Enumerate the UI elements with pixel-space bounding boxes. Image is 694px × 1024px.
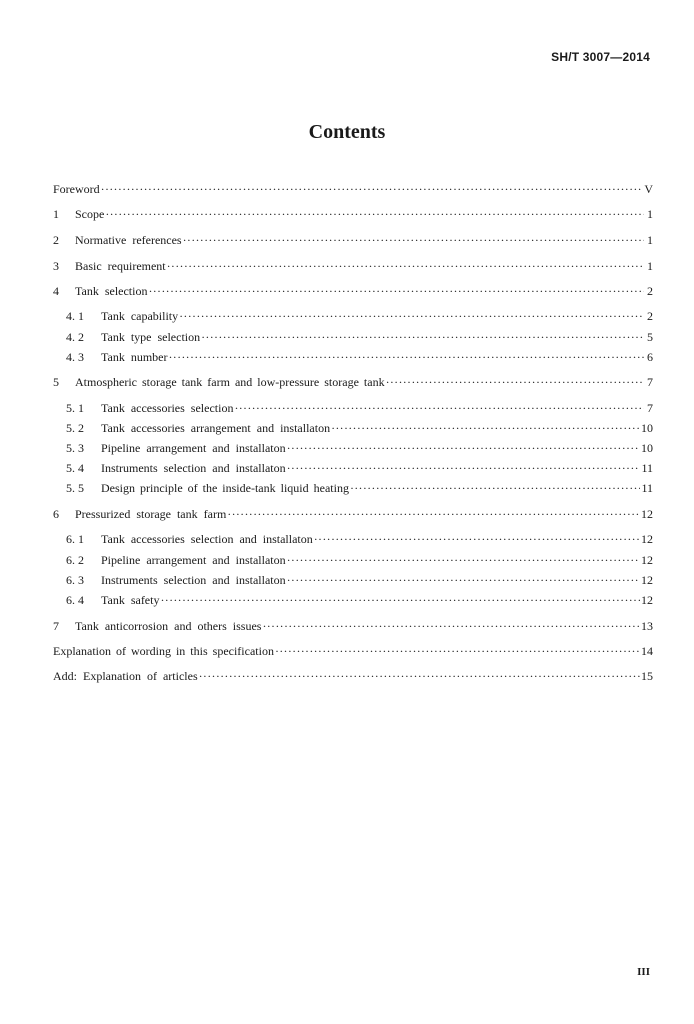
toc-entry-page: 12 (641, 553, 653, 567)
toc-leader (287, 440, 640, 456)
toc-leader (167, 258, 644, 274)
toc-entry-page: 5 (647, 330, 653, 344)
toc-entry-6-1[interactable] (66, 531, 653, 547)
toc-leader (183, 232, 644, 248)
toc-entry-number: 6. 4 (66, 593, 84, 607)
toc-entry-5[interactable] (53, 374, 653, 390)
toc-entry-number: 1 (53, 207, 59, 221)
toc-entry-label: Pipeline arrangement and installaton (101, 441, 286, 455)
toc-entry-number: 5 (53, 375, 59, 389)
toc-entry-label: Tank number (101, 350, 168, 364)
toc-entry-page: 10 (641, 421, 653, 435)
toc-leader (350, 480, 640, 496)
toc-entry-1[interactable] (53, 206, 653, 222)
toc-leader (234, 400, 644, 416)
toc-entry-page: 2 (647, 309, 653, 323)
toc-leader (168, 349, 644, 365)
toc-leader (101, 181, 644, 197)
toc-entry-number: 4 (53, 284, 59, 298)
toc-entry-page: 1 (647, 207, 653, 221)
toc-entry-label: Design principle of the inside-tank liquid heating (101, 481, 349, 495)
toc-entry-number: 6. 2 (66, 553, 84, 567)
toc-entry-number: 6 (53, 507, 59, 521)
toc-entry-number: 5. 5 (66, 481, 84, 495)
toc-entry-2[interactable] (53, 232, 653, 248)
toc-entry-4-3[interactable] (66, 349, 653, 365)
toc-leader (201, 329, 644, 345)
toc-leader (179, 308, 644, 324)
toc-entry-7[interactable] (53, 618, 653, 634)
toc-entry-label: Tank anticorrosion and others issues (75, 619, 262, 633)
toc-leader (331, 420, 640, 436)
toc-entry-label: Basic requirement (75, 259, 166, 273)
toc-leader (386, 374, 644, 390)
toc-entry-6-4[interactable] (66, 592, 653, 608)
toc-entry-label: Explanation of wording in this specification (53, 644, 274, 658)
toc-entry-number: 4. 2 (66, 330, 84, 344)
toc-entry-page: 11 (641, 461, 653, 475)
toc-entry-label: Foreword (53, 182, 100, 196)
toc-entry-5-3[interactable] (66, 440, 653, 456)
toc-entry-number: 7 (53, 619, 59, 633)
toc-leader (160, 592, 640, 608)
toc-entry-page: 1 (647, 259, 653, 273)
toc-entry-page: 12 (641, 532, 653, 546)
toc-entry-5-4[interactable] (66, 460, 653, 476)
toc-entry-page: 7 (647, 375, 653, 389)
toc-leader (227, 506, 640, 522)
toc-entry-label: Tank capability (101, 309, 179, 323)
toc-leader (287, 572, 640, 588)
toc-entry-4-1[interactable] (66, 308, 653, 324)
toc-entry-label: Tank accessories arrangement and installaton (101, 421, 331, 435)
toc-entry-label: Normative references (75, 233, 182, 247)
toc-entry-6[interactable] (53, 506, 653, 522)
page-number: III (637, 966, 650, 978)
toc-leader (148, 283, 644, 299)
page-title: Contents (308, 121, 386, 143)
toc-entry-6-2[interactable] (66, 552, 653, 568)
toc-entry-label: Tank selection (75, 284, 148, 298)
toc-entry-explanation-wording[interactable] (53, 643, 653, 659)
toc-entry-5-2[interactable] (66, 420, 653, 436)
toc-leader (287, 552, 640, 568)
toc-entry-6-3[interactable] (66, 572, 653, 588)
doc-code: SH/T 3007—2014 (551, 50, 650, 64)
toc-entry-label: Pressurized storage tank farm (75, 507, 227, 521)
toc-entry-number: 6. 3 (66, 573, 84, 587)
toc-entry-label: Tank accessories selection and installaton (101, 532, 313, 546)
toc-entry-page: 7 (647, 401, 653, 415)
toc-entry-number: 5. 3 (66, 441, 84, 455)
toc-entry-5-5[interactable] (66, 480, 653, 496)
toc-entry-page: 12 (641, 593, 653, 607)
toc-entry-number: 2 (53, 233, 59, 247)
toc-entry-label: Scope (75, 207, 105, 221)
toc-entry-label: Tank type selection (101, 330, 201, 344)
toc-entry-page: 12 (641, 507, 653, 521)
toc-entry-3[interactable] (53, 258, 653, 274)
toc-leader (199, 668, 640, 684)
toc-entry-number: 3 (53, 259, 59, 273)
toc-entry-page: 6 (647, 350, 653, 364)
toc-entry-4-2[interactable] (66, 329, 653, 345)
toc-entry-number: 5. 2 (66, 421, 84, 435)
toc-entry-label: Atmospheric storage tank farm and low-pressure storage tank (75, 375, 385, 389)
table-of-contents (53, 0, 653, 1024)
toc-entry-number: 5. 1 (66, 401, 84, 415)
toc-entry-number: 4. 3 (66, 350, 84, 364)
toc-entry-number: 6. 1 (66, 532, 84, 546)
toc-entry-page: 13 (641, 619, 653, 633)
toc-entry-label: Tank safety (101, 593, 160, 607)
toc-entry-number: 5. 4 (66, 461, 84, 475)
toc-leader (275, 643, 640, 659)
toc-entry-page: 1 (647, 233, 653, 247)
toc-entry-label: Add: Explanation of articles (53, 669, 198, 683)
toc-leader (262, 618, 640, 634)
toc-entry-page: 12 (641, 573, 653, 587)
toc-entry-5-1[interactable] (66, 400, 653, 416)
toc-entry-page: 2 (647, 284, 653, 298)
toc-entry-label: Pipeline arrangement and installaton (101, 553, 286, 567)
toc-entry-page: 15 (641, 669, 653, 683)
toc-entry-page: 11 (641, 481, 653, 495)
toc-entry-4[interactable] (53, 283, 653, 299)
toc-entry-page: 14 (641, 644, 653, 658)
toc-entry-page: 10 (641, 441, 653, 455)
toc-entry-label: Tank accessories selection (101, 401, 234, 415)
toc-entry-page: V (644, 182, 653, 196)
toc-entry-label: Instruments selection and installaton (101, 573, 286, 587)
toc-entry-explanation-articles[interactable] (53, 668, 653, 684)
toc-leader (105, 206, 644, 222)
toc-entry-number: 4. 1 (66, 309, 84, 323)
toc-leader (287, 460, 641, 476)
toc-leader (314, 531, 640, 547)
toc-entry-foreword[interactable] (53, 181, 653, 197)
toc-entry-label: Instruments selection and installaton (101, 461, 286, 475)
